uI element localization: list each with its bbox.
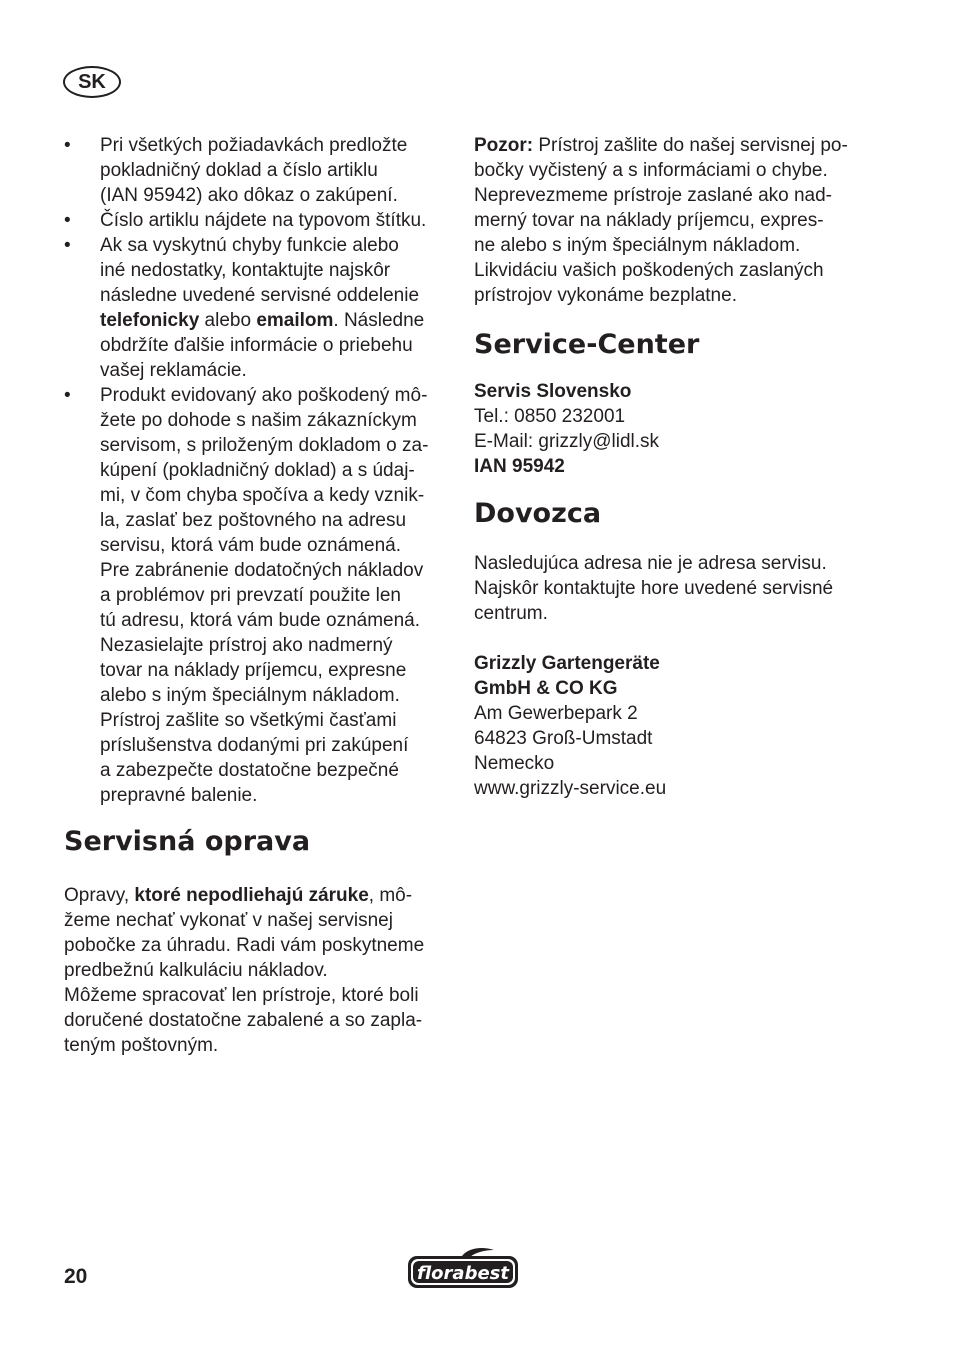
logo-text: florabest: [417, 1263, 509, 1284]
service-bullet-list: [64, 133, 454, 808]
list-item: • Ak sa vyskytnú chyby funkcie alebo iné nedostatky, kontaktujte najskôr následne uvedené servisné oddelenie telefonicky alebo emailom. Následne obdržíte ďalšie informácie o priebehu vašej reklamácie.: [64, 233, 454, 383]
list-item: • Produkt evidovaný ako poškodený mô- žete po dohode s našim zákazníckym servisom, s priloženým dokladom o za- kúpení (pokladničný doklad) a s údaj- mi, v čom chyba spočíva a kedy vznik- la, zaslať bez poštovného na adresu servisu, ktorá vám bude oznámená. Pre zabránenie dodatočných nákladov a problémov pri prevzatí použite len tú adresu, ktorá vám bude oznámená. Nezasielajte prístroj ako nadmerný tovar na náklady príjemcu, expresne alebo s iným špeciálnym nákladom. Prístroj zašlite so všetkými časťami príslušenstva dodanými pri zakúpení a zabezpečte dostatočne bezpečné prepravné balenie.: [64, 383, 454, 808]
repair-heading: Servisná oprava: [64, 826, 311, 857]
list-item: • Číslo artiklu nájdete na typovom štítku.: [64, 208, 454, 233]
repair-paragraph: Opravy, ktoré nepodliehajú záruke, mô- žeme nechať vykonať v našej servisnej pobočke za úhradu. Radi vám poskytneme predbežnú kalkuláciu nákladov. Môžeme spracovať len prístroje, ktoré boli doručené dostatočne zabalené a so zapla- teným poštovným.: [64, 885, 425, 1056]
page-number: 20: [64, 1265, 88, 1288]
language-badge: SK: [63, 66, 121, 98]
service-contact: Servis Slovensko Tel.: 0850 232001 E-Mail: grizzly@lidl.sk IAN 95942: [474, 381, 660, 477]
importer-address: Grizzly Gartengeräte GmbH & CO KG Am Gewerbepark 2 64823 Groß-Umstadt Nemecko www.grizzly-service.eu: [474, 653, 667, 799]
importer-note: Nasledujúca adresa nie je adresa servisu. Najskôr kontaktujte hore uvedené servisné centrum.: [474, 553, 834, 624]
right-column: [474, 133, 874, 801]
left-column: [64, 133, 454, 1058]
service-center-heading: Service-Center: [474, 329, 700, 360]
shipping-notice: Pozor: Prístroj zašlite do našej servisnej po- bočky vyčistený a s informáciami o chybe. Neprevezmeme prístroje zaslané ako nad- merný tovar na náklady príjemcu, expres- ne alebo s iným špeciálnym nákladom. Likvidáciu vašich poškodených zaslaných prístrojov vykonáme bezplatne.: [474, 135, 848, 306]
importer-heading: Dovozca: [474, 498, 602, 529]
list-item: • Pri všetkých požiadavkách predložte pokladničný doklad a číslo artiklu (IAN 95942) ako dôkaz o zakúpení.: [64, 133, 454, 208]
florabest-logo: [406, 1246, 520, 1290]
